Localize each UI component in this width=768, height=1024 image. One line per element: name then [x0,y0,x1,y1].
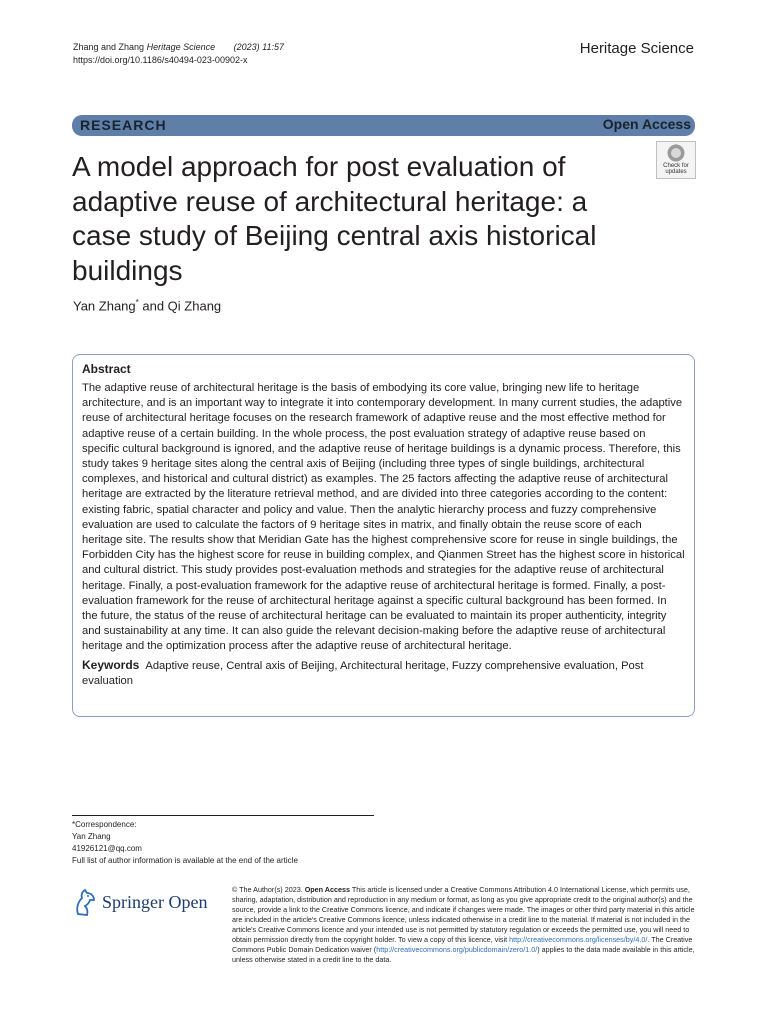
article-type-banner [72,115,695,136]
article-type-label: RESEARCH [80,117,167,133]
license-open-access: Open Access [304,885,350,894]
check-for-updates-badge[interactable] [656,141,696,179]
journal-name: Heritage Science [579,40,694,57]
license-notice [232,885,696,965]
corresponding-mark: * [135,298,139,307]
publisher-brand: Springer [102,892,164,912]
abstract-text: The adaptive reuse of architectural heritage is the basis of embodying its core value, bringing new life to heritage architecture, and is an important way to integrate it into contemporary development. In many current studies, the adaptive reuse of architectural heritage focuses on the research framework of adaptive reuse and the most effective method for adaptive reuse of a certain building. In the whole process, the post evaluation strategy of adaptive reuse based on specific cultural background is ignored, and the adaptive reuse of heritage buildings is a dynamic process. Therefore, this study takes 9 heritage sites along the central axis of Beijing (including three types of single buildings, architectural complexes, and historical and cultural district) as examples. The 25 factors affecting the adaptive reuse of architectural heritage are extracted by the literature retrieval method, and are divided into three categories according to the content: existing fabric, spatial character and policy and value. Then the analytic hierarchy process and fuzzy comprehensive evaluation are used to calculate the factors of 9 heritage sites in matrix, and finally obtain the reuse score of each heritage site. The results show that Meridian Gate has the highest comprehensive score for reuse in single buildings, the Forbidden City has the highest score for reuse in building complex, and Qianmen Street has the highest score in historical and cultural district. This study provides post-evaluation methods and strategies for the adaptive reuse of architectural heritage. Finally, a post-evaluation framework for the adaptive reuse of architectural heritage is formed. Finally, a post-evaluation framework for the reuse of architectural heritage against a specific cultural background has been formed. In the future, the status of the reuse of architectural heritage can be evaluated to maintain its proper authenticity, integrity and sustainability at any time. It can also guide the relevant decision-making before the adaptive reuse of architectural heritage and the optimization process after the adaptive reuse of architectural heritage. [82,382,685,653]
article-title: A model approach for post evaluation of adaptive reuse of architectural heritage: a case study of Beijing central axis historical buildings [72,151,597,286]
author-rest: and Qi Zhang [138,298,222,314]
header-authors: Zhang and Zhang [73,42,145,52]
license-link-cc-zero[interactable]: http://creativecommons.org/publicdomain/zero/1.0/ [376,945,538,954]
header-journal: Heritage Science [146,42,216,52]
running-header [73,41,284,67]
license-text-1: This article is licensed under a Creative Commons Attribution 4.0 International License, which permits use, sharing, adaptation, distribution and reproduction in any medium or format, as long as you give appropriate credit to the original author(s) and the source, provide a link to the Creative Commons licence, and indicate if changes were made. The images or other third party material in this article are included in the article's Creative Commons licence, unless indicated otherwise in a credit line to the material. If material is not included in the article's Creative Commons licence and your intended use is not permitted by statutory regulation or exceeds the permitted use, you will need to obtain permission directly from the copyright holder. To view a copy of this licence, visit [232,885,695,944]
license-link-cc-by[interactable]: http://creativecommons.org/licenses/by/4.0/ [509,935,648,944]
keywords [82,658,685,689]
abstract-box [72,354,695,717]
correspondence-email[interactable]: 41926121@qq.com [72,844,142,853]
badge-text-line1: Check for [663,163,689,169]
header-doi-link[interactable]: https://doi.org/10.1186/s40494-023-00902-x [73,55,248,65]
springer-open-logo [72,886,217,920]
header-citation [73,41,284,54]
header-year-volume: (2023) 11:57 [233,42,285,52]
correspondence-name: Yan Zhang [72,832,111,841]
correspondence-block [72,819,298,867]
correspondence-label: *Correspondence: [72,820,137,829]
check-for-updates-icon [664,143,688,163]
license-text-2: . The Creative Commons Public Domain Dedication waiver ( [232,935,693,954]
license-copyright: © The Author(s) 2023. [232,885,303,894]
footnote-separator [72,815,374,816]
keywords-label: Keywords [82,657,140,672]
abstract-heading: Abstract [82,362,131,376]
badge-text-line2: updates [665,169,687,175]
author-info-note: Full list of author information is available at the end of the article [72,856,298,865]
open-access-label: Open Access [602,116,691,132]
publisher-brand-suffix: Open [168,892,208,912]
springer-horse-icon [72,888,98,918]
license-text-3: ) applies to the data made available in this article, unless otherwise stated in a credit line to the data. [232,945,695,964]
author-list [73,298,221,313]
publisher-name [102,892,208,913]
keywords-list: Adaptive reuse, Central axis of Beijing, Architectural heritage, Fuzzy comprehensive evaluation, Post evaluation [82,659,644,687]
author-first[interactable]: Yan Zhang [73,298,136,314]
